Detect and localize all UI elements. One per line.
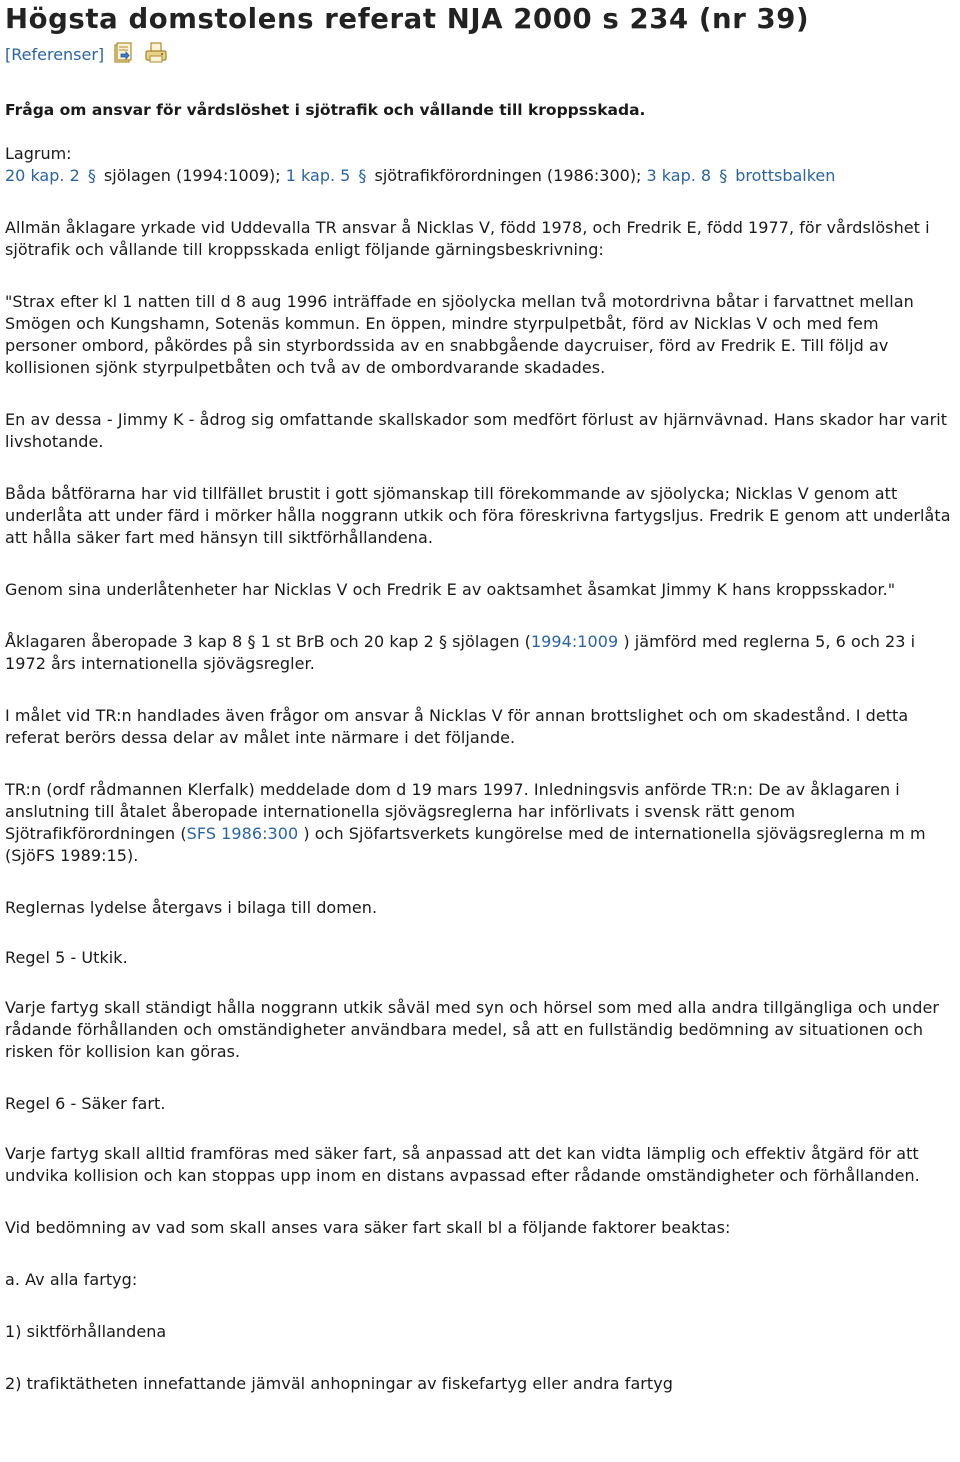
lagrum-text-sjotrafikforordningen: sjötrafikförordningen (1986:300); [369,166,647,185]
rule-6-text: Varje fartyg skall alltid framföras med säker fart, så anpassad att det kan vidta lämplig och effektiv åtgärd för att undvika kollision och kan stoppas upp inom en distans avpassad efter rådande omständigheter och förhållanden. [5,1144,920,1185]
safe-speed-factors-intro: Vid bedömning av vad som skall anses vara säker fart skall bl a följande faktorer beaktas: [5,1218,731,1237]
lagrum-link-sjolagen[interactable]: 20 kap. 2 [5,166,80,185]
factors-all-vessels: a. Av alla fartyg: [5,1270,138,1289]
paragraph-invoked-law [5,631,955,675]
lagrum-text-sjolagen: sjölagen (1994:1009); [98,166,286,185]
paragraph-rules-appendix: Reglernas lydelse återgavs i bilaga till domen. [5,898,378,917]
export-icon[interactable] [112,41,134,65]
rule-5-text: Varje fartyg skall ständigt hålla noggrann utkik såväl med syn och hörsel som med alla andra tillgängliga och under rådande förhållanden och omständigheter användbara medel, så att en fullständig bedömning av situationen och risken för kollision kan göras. [5,998,939,1061]
lagrum-link-sjotrafikforordningen[interactable]: 1 kap. 5 [285,166,351,185]
paragraph-indictment-facts: "Strax efter kl 1 natten till d 8 aug 1996 inträffade en sjöolycka mellan två motordrivna båtar i farvattnet mellan Smögen och Kungshamn, Sotenäs kommun. En öppen, mindre styrpulpetbåt, förd av Nicklas V och med fem personer ombord, påkördes på sin styrbordssida av en snabbgående daycruiser, förd av Fredrik E. Till följd av kollisionen sjönk styrpulpetbåten och två av de ombordvarande skadades. [5,292,914,377]
section-sign-icon: § [87,166,96,185]
lagrum-link-brottsbalken[interactable]: 3 kap. 8 [646,166,712,185]
rule-6-heading: Regel 6 - Säker fart. [5,1094,166,1113]
paragraph-other-matters: I målet vid TR:n handlades även frågor om ansvar å Nicklas V för annan brottslighet och om skadestånd. I detta referat berörs dessa delar av målet inte närmare i det följande. [5,706,909,747]
sfs-link[interactable]: SFS 1986:300 [186,824,299,843]
invoked-law-text: Åklagaren åberopade 3 kap 8 § 1 st BrB och 20 kap 2 § sjölagen ( [5,632,531,651]
district-court-text: TR:n (ordf rådmannen Klerfalk) meddelade dom d 19 mars 1997. Inledningsvis anförde TR:n: De av åklagaren i anslutning till åtalet åberopade internationella sjövägsreglerna har införlivats i svensk rätt genom Sjötrafikförordningen ( [5,780,900,843]
case-summary: Fråga om ansvar för vårdslöshet i sjötrafik och vållande till kroppsskada. [5,101,646,119]
district-court-text-end: ) och Sjöfartsverkets kungörelse med de internationella sjövägsreglerna m m (SjöFS 1989:15). [5,824,926,865]
lagrum-text-brottsbalken[interactable]: brottsbalken [730,166,836,185]
paragraph-injuries: En av dessa - Jimmy K - ådrog sig omfattande skallskador som medfört förlust av hjärnvävnad. Hans skador har varit livshotande. [5,410,948,451]
section-sign-icon: § [358,166,367,185]
reference-toolbar [5,41,955,71]
references-link[interactable]: [Referenser] [5,45,105,64]
sjolagen-link[interactable]: 1994:1009 [530,632,619,651]
factor-2: 2) trafiktätheten innefattande jämväl anhopningar av fiskefartyg eller andra fartyg [5,1374,673,1393]
paragraph-conclusion: Genom sina underlåtenheter har Nicklas V och Fredrik E av oaktsamhet åsamkat Jimmy K hans kroppsskador." [5,580,896,599]
paragraph-district-court [5,779,955,867]
section-sign-icon: § [719,166,728,185]
paragraph-indictment-intro: Allmän åklagare yrkade vid Uddevalla TR ansvar å Nicklas V, född 1978, och Fredrik E, född 1977, för vårdslöshet i sjötrafik och vållande till kroppsskada enligt följande gärningsbeskrivning: [5,218,930,259]
lagrum-label: Lagrum: [5,144,72,163]
paragraph-negligence: Båda båtförarna har vid tillfället brustit i gott sjömanskap till förekommande av sjöolycka; Nicklas V genom att underlåta att under färd i mörker hålla noggrann utkik och föra föreskrivna fartygsljus. Fredrik E genom att underlåta att hålla säker fart med hänsyn till siktförhållandena. [5,484,951,547]
page-title: Högsta domstolens referat NJA 2000 s 234 (nr 39) [5,3,810,35]
lagrum-references [5,165,955,187]
factor-1: 1) siktförhållandena [5,1322,167,1341]
invoked-law-text-end: ) jämförd med reglerna 5, 6 och 23 i 1972 års internationella sjövägsregler. [5,632,916,673]
rule-5-heading: Regel 5 - Utkik. [5,948,128,967]
print-icon[interactable] [144,41,166,65]
